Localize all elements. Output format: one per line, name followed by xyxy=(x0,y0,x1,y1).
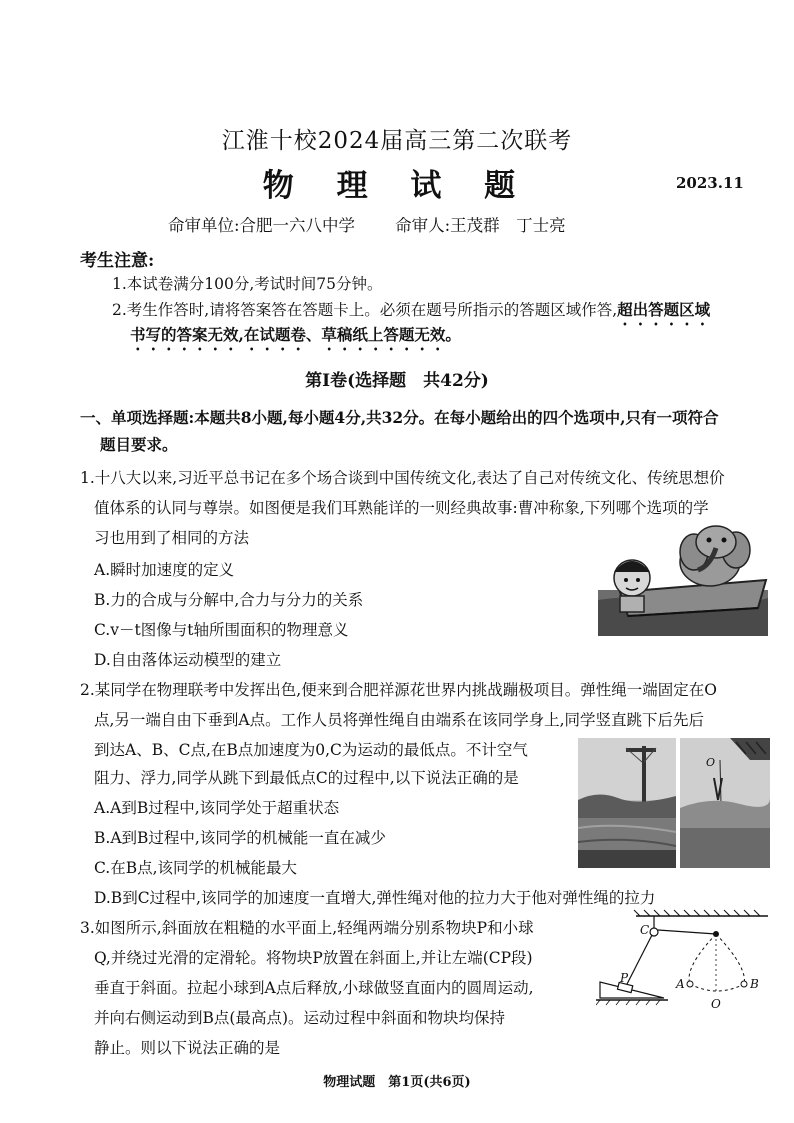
q1-line-2: 值体系的认同与尊崇。如图便是我们耳熟能详的一则经典故事:曹冲称象,下列哪个选项的学 xyxy=(94,499,709,517)
author-line xyxy=(168,212,606,236)
q1-line-1: 1.十八大以来,习近平总书记在多个场合谈到中国传统文化,表达了自己对传统文化、传统思想价 xyxy=(80,469,725,487)
notice-item-2-cont: 书写的答案无效,在试题卷、草稿纸上答题无效。 xyxy=(130,325,461,344)
bungee-tower-photo xyxy=(578,738,676,868)
author-names: 命审人:王茂群 丁士亮 xyxy=(395,216,566,235)
q3-fig-label-o: O xyxy=(711,997,721,1011)
q1-option-d: D.自由落体运动模型的建立 xyxy=(94,651,282,669)
notice-item-2-text: 2.考生作答时,请将答案答在答题卡上。必须在题号所指示的答题区域作答, xyxy=(112,301,618,319)
subject-title: 物 理 试 题 xyxy=(262,168,532,204)
q3-fig-label-p: P xyxy=(620,971,629,985)
q3-pulley-diagram xyxy=(596,908,774,1018)
q3-fig-label-a: A xyxy=(676,977,685,991)
q2-line-4: 阻力、浮力,同学从跳下到最低点C的过程中,以下说法正确的是 xyxy=(94,769,519,787)
q2-option-c: C.在B点,该同学的机械能最大 xyxy=(94,859,298,877)
q3-fig-label-c: C xyxy=(640,923,650,937)
author-unit: 命审单位:合肥一六八中学 xyxy=(168,216,356,235)
q1-option-c: C.v－t图像与t轴所围面积的物理意义 xyxy=(94,621,349,639)
q2-bungee-photo-1 xyxy=(578,738,676,868)
bungee-jumper-photo xyxy=(680,738,770,868)
q1-elephant-boat-figure xyxy=(598,520,768,636)
exam-date: 2023.11 xyxy=(676,174,744,192)
q2-bungee-photo-2 xyxy=(680,738,770,868)
elephant-boat-illustration xyxy=(598,520,768,636)
section-title: 第Ⅰ卷(选择题 共42分) xyxy=(305,371,489,391)
q3-line-4: 并向右侧运动到B点(最高点)。运动过程中斜面和物块均保持 xyxy=(94,1009,505,1027)
q2-line-2: 点,另一端自由下垂到A点。工作人员将弹性绳自由端系在该同学身上,同学竖直跳下后先后 xyxy=(94,711,705,729)
q3-line-1: 3.如图所示,斜面放在粗糙的水平面上,轻绳两端分别系物块P和小球 xyxy=(80,919,534,937)
notice-item-1: 1.本试卷满分100分,考试时间75分钟。 xyxy=(112,275,383,293)
q3-line-3: 垂直于斜面。拉起小球到A点后释放,小球做竖直面内的圆周运动, xyxy=(94,979,534,997)
q2-line-3: 到达A、B、C点,在B点加速度为0,C为运动的最低点。不计空气 xyxy=(94,741,528,759)
q1-option-b: B.力的合成与分解中,合力与分力的关系 xyxy=(94,591,364,609)
section-instruction-1: 一、单项选择题:本题共8小题,每小题4分,共32分。在每小题给出的四个选项中,只有一项符合 xyxy=(80,408,719,427)
q2-option-d: D.B到C过程中,该同学的加速度一直增大,弹性绳对他的拉力大于他对弹性绳的拉力 xyxy=(94,889,656,907)
pulley-incline-diagram xyxy=(596,908,774,1018)
notice-item-2-emphasis: 超出答题区域 xyxy=(617,300,711,319)
q3-line-2: Q,并绕过光滑的定滑轮。将物块P放置在斜面上,并让左端(CP段) xyxy=(94,949,533,967)
q2-line-1: 2.某同学在物理联考中发挥出色,便来到合肥祥源花世界内挑战蹦极项目。弹性绳一端固定在O xyxy=(80,681,717,699)
exam-title: 江淮十校2024届高三第二次联考 xyxy=(221,128,573,154)
notice-heading: 考生注意: xyxy=(80,251,155,271)
q2-option-b: B.A到B过程中,该同学的机械能一直在减少 xyxy=(94,829,386,847)
q2-option-a: A.A到B过程中,该同学处于超重状态 xyxy=(94,799,340,817)
section-instruction-2: 题目要求。 xyxy=(100,435,178,454)
q3-fig-label-b: B xyxy=(750,977,759,991)
q3-line-5: 静止。则以下说法正确的是 xyxy=(94,1039,281,1057)
q1-line-3: 习也用到了相同的方法 xyxy=(94,529,250,547)
q2-fig-label-o: O xyxy=(706,756,716,769)
page-footer: 物理试题 第1页(共6页) xyxy=(323,1075,471,1090)
q1-option-a: A.瞬时加速度的定义 xyxy=(94,561,235,579)
